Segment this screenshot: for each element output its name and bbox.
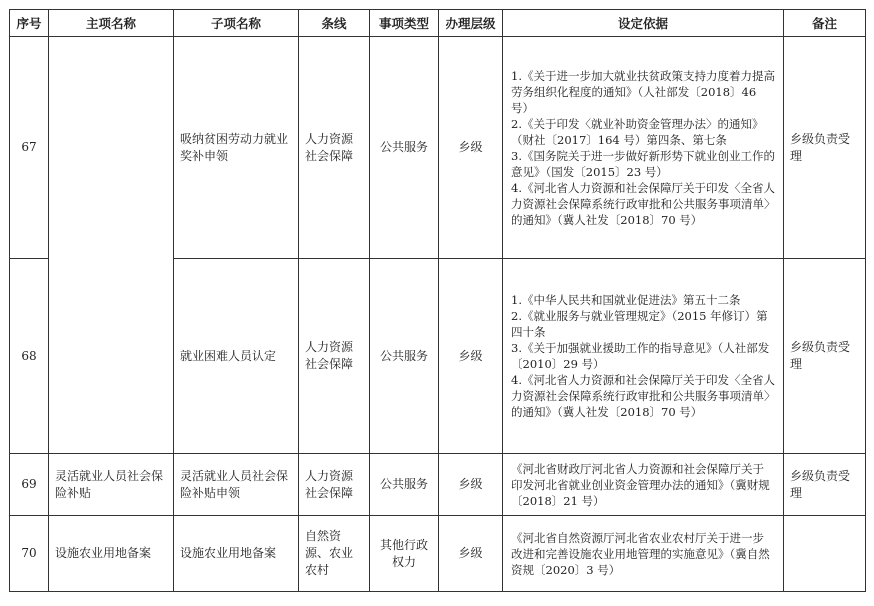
table-row: [10, 516, 866, 592]
basis-item: 4.《河北省人力资源和社会保障厅关于印发〈全省人力资源社会保障系统行政审批和公共服务事项清单〉的通知》（冀人社发〔2018〕70 号）: [511, 180, 775, 227]
line-cell: 自然资源、农业农村: [299, 516, 370, 592]
header-handling-level: 办理层级: [439, 10, 503, 37]
matters-table: [9, 9, 866, 592]
basis-item: 3.《国务院关于进一步做好新形势下就业创业工作的意见》（国发〔2015〕23 号）: [511, 148, 775, 179]
seq-cell: 68: [10, 259, 49, 454]
sub-item-cell: 灵活就业人员社会保险补贴申领: [174, 454, 299, 516]
matter-type-cell: 公共服务: [370, 454, 439, 516]
header-note: 备注: [784, 10, 866, 37]
basis-item: 4.《河北省人力资源和社会保障厅关于印发〈全省人力资源社会保障系统行政审批和公共服务事项清单〉的通知》（冀人社发〔2018〕70 号）: [511, 373, 775, 419]
line-cell: 人力资源社会保障: [299, 454, 370, 516]
basis-cell: [503, 516, 784, 592]
header-basis: 设定依据: [503, 10, 784, 37]
note-cell: 乡级负责受理: [784, 454, 866, 516]
seq-cell: 69: [10, 454, 49, 516]
basis-item: 1.《关于进一步加大就业扶贫政策支持力度着力提高劳务组织化程度的通知》（人社部发〔2018〕46 号）: [511, 68, 775, 115]
handling-level-cell: 乡级: [439, 516, 503, 592]
sub-item-cell: 就业困难人员认定: [174, 259, 299, 454]
header-main-item: 主项名称: [49, 10, 174, 37]
main-item-cell: [49, 37, 174, 454]
basis-item: 1.《中华人民共和国就业促进法》第五十二条: [511, 293, 741, 307]
table-row: [10, 454, 866, 516]
note-cell: 乡级负责受理: [784, 259, 866, 454]
basis-item: 《河北省自然资源厅河北省农业农村厅关于进一步改进和完善设施农业用地管理的实施意见》（冀自然资规〔2020〕3 号）: [511, 530, 770, 577]
basis-item: 2.《关于印发〈就业补助资金管理办法〉的通知》（财社〔2017〕164 号）第四条、第七条: [511, 116, 764, 147]
sub-item-cell: 设施农业用地备案: [174, 516, 299, 592]
sub-item-cell: 吸纳贫困劳动力就业奖补申领: [174, 37, 299, 259]
handling-level-cell: 乡级: [439, 37, 503, 259]
handling-level-cell: 乡级: [439, 454, 503, 516]
main-item-cell: 设施农业用地备案: [49, 516, 174, 592]
basis-item: 《河北省财政厅河北省人力资源和社会保障厅关于印发河北省就业创业资金管理办法的通知》（冀财规〔2018〕21 号）: [511, 461, 770, 508]
line-cell: 人力资源社会保障: [299, 37, 370, 259]
basis-cell: [503, 454, 784, 516]
handling-level-cell: 乡级: [439, 259, 503, 454]
table-row: [10, 37, 866, 259]
matter-type-cell: 公共服务: [370, 259, 439, 454]
seq-cell: 67: [10, 37, 49, 259]
header-sub-item: 子项名称: [174, 10, 299, 37]
basis-item: 3.《关于加强就业援助工作的指导意见》（人社部发〔2010〕29 号）: [511, 341, 770, 371]
matter-type-cell: 其他行政权力: [370, 516, 439, 592]
header-seq: 序号: [10, 10, 49, 37]
header-matter-type: 事项类型: [370, 10, 439, 37]
seq-cell: 70: [10, 516, 49, 592]
note-cell: 乡级负责受理: [784, 37, 866, 259]
header-row: [10, 10, 866, 37]
note-cell: [784, 516, 866, 592]
main-item-cell: 灵活就业人员社会保险补贴: [49, 454, 174, 516]
basis-cell: [503, 259, 784, 454]
header-line: 条线: [299, 10, 370, 37]
basis-item: 2.《就业服务与就业管理规定》（2015 年修订）第四十条: [511, 309, 768, 339]
basis-cell: [503, 37, 784, 259]
permission-list-sheet: [9, 9, 866, 592]
matter-type-cell: 公共服务: [370, 37, 439, 259]
line-cell: 人力资源社会保障: [299, 259, 370, 454]
